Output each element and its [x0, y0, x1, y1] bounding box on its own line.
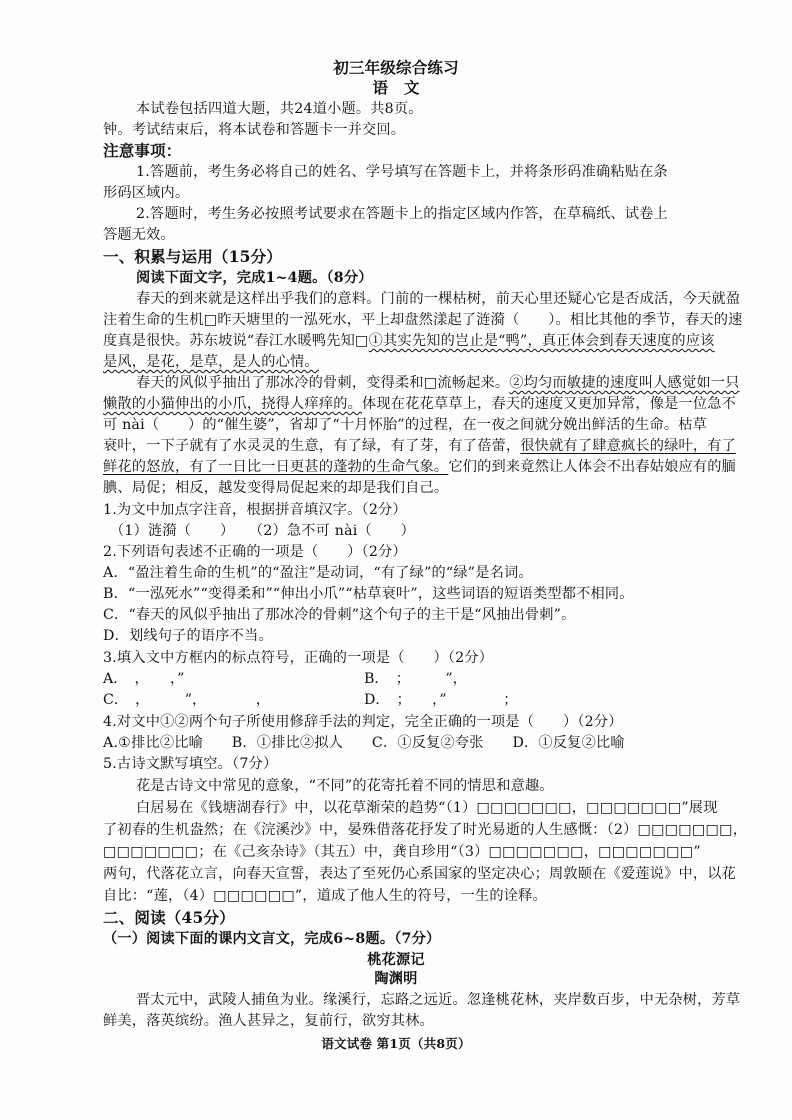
question-3: 3.填入文中方框内的标点符号，正确的一项是（ ）（2分）: [103, 650, 494, 666]
section1-heading: 一、积累与运用（15分）: [103, 247, 282, 266]
notice-heading: 注意事项：: [103, 141, 182, 160]
subject-title: 语 文: [372, 78, 420, 97]
wavy-sentence-1-cont: 是风，是花，是草，是人的心情。: [103, 354, 319, 370]
question-1: 1.为文中加点字注音，根据拼音填汉字。（2分）: [103, 502, 407, 518]
notice-line-3: 2.答题时，考生务必按照考试要求在答题卡上的指定区域内作答，在草稿纸、试卷上: [136, 206, 668, 222]
passage-p2-line-4: [103, 436, 736, 456]
notice-line-1: 1.答题前，考生务必将自己的姓名、学号填写在答题卡上，并将条形码准确粘贴在条: [136, 164, 668, 180]
question-5: 5.古诗文默写填空。（7分）: [103, 756, 278, 772]
passage-p1-line-4: [103, 352, 319, 372]
passage-p2-line-2: [103, 394, 736, 414]
question-5-line-5: 自比：“莲，（4）□□□□□□”，道成了他人生的符号，一生的诠释。: [103, 888, 547, 904]
underlined-sentence-cont: 鲜花的怒放，有了一日比一日更甚的蓬勃的生命气象。: [103, 459, 449, 475]
wavy-sentence-2: ②均匀而敏捷的速度叫人感觉如一只: [509, 375, 740, 391]
passage-p2-line-5: [103, 457, 736, 477]
question-2-option-d: D．划线句子的语序不当。: [103, 628, 273, 644]
question-4-options: A.①排比②比喻 B．①排比②拟人 C．①反复②夸张 D．①反复②比喻: [103, 735, 625, 751]
question-2-option-a: A．“盈注着生命的生机”的“盈注”是动词，“有了绿”的“绿”是名词。: [103, 565, 533, 581]
question-3-option-a: A． ， ，”: [103, 671, 185, 687]
passage-text: 度真是很快。苏东坡说“春江水暖鸭先知□: [103, 333, 369, 349]
passage-p2-line-6: 腆、局促；相反，越发变得局促起来的却是我们自己。: [103, 480, 449, 496]
intro-line-2: 钟。考试结束后，将本试卷和答题卡一并交回。: [103, 122, 406, 138]
question-3-option-b: B． ； ”，: [364, 671, 467, 687]
exam-title: 初三年级综合练习: [333, 58, 459, 77]
intro-line-1: 本试卷包括四道大题，共24道小题。共8页。: [136, 101, 423, 117]
question-5-intro: 花是古诗文中常见的意象，“不同”的花寄托着不同的情思和意趣。: [136, 778, 554, 794]
wavy-sentence-2-cont: 懒散的小猫伸出的小爪，挠得人痒痒的。: [103, 396, 362, 412]
question-2: 2.下列语句表述不正确的一项是（ ）（2分）: [103, 544, 407, 560]
passage-text: 衰叶，一下子就有了水灵灵的生意，有了绿，有了芽，有了蓓蕾，: [103, 438, 521, 454]
passage-text: 它们的到来竟然让人体会不出春姑娘应有的腼: [448, 459, 737, 475]
question-5-line-1: 白居易在《钱塘湖春行》中，以花草渐荣的趋势“（1）□□□□□□□，□□□□□□□”展现: [136, 800, 718, 816]
question-1-blanks: （1）涟漪（ ） （2）急不可 nài（ ）: [110, 523, 416, 539]
question-2-option-b: B．“一泓死水”“变得柔和”“伸出小爪”“枯草衰叶”，这些词语的短语类型都不相同。: [103, 586, 634, 602]
question-3-option-c: C． ， ”， ，: [103, 692, 271, 708]
passage-p2-line-1: [136, 373, 740, 393]
wavy-sentence-1: ①其实先知的岂止是“鸭”，真正体会到春天速度的应该: [368, 333, 715, 349]
passage-text: 春天的风似乎抽出了那冰冷的骨刺，变得柔和□流畅起来。: [136, 375, 510, 391]
passage-p2-line-3: 可 nài（ ）的“催生婆”，省却了“十月怀胎”的过程，在一夜之间就分娩出鲜活的生命。枯草: [103, 417, 707, 433]
question-5-line-3: □□□□□□□；在《己亥杂诗》（其五）中，龚自珍用“（3）□□□□□□□，□□□□□□□”: [103, 844, 701, 860]
classical-text-line-2: 鲜美，落英缤纷。渔人甚异之，复前行，欲穷其林。: [103, 1013, 434, 1029]
question-2-option-c: C．“春天的风似乎抽出了那冰冷的骨刺”这个句子的主干是“风抽出骨刺”。: [103, 607, 576, 623]
question-4: 4.对文中①②两个句子所使用修辞手法的判定，完全正确的一项是（ ）（2分）: [103, 714, 623, 730]
reading-instruction: 阅读下面文字，完成1~4题。（8分）: [136, 270, 373, 286]
section2-heading: 二、阅读（45分）: [103, 908, 235, 927]
notice-line-4: 答题无效。: [103, 227, 175, 243]
passage-p1-line-2: 注着生命的生机□昨天塘里的一泓死水，平上却盘然漾起了涟漪（ ）。相比其他的季节，春天的速: [103, 312, 743, 328]
classical-text-line-1: 晋太元中，武陵人捕鱼为业。缘溪行，忘路之远近。忽逢桃花林，夹岸数百步，中无杂树，芳草: [136, 992, 741, 1008]
poem-author: 陶渊明: [374, 971, 418, 987]
question-5-line-2: 了初春的生机盎然；在《浣溪沙》中，晏殊借落花抒发了时光易逝的人生感慨：（2）□□□□□□□，: [103, 822, 748, 838]
poem-title: 桃花源记: [367, 952, 425, 968]
notice-line-2: 形码区域内。: [103, 185, 190, 201]
section2-subheading: （一）阅读下面的课内文言文，完成6~8题。（7分）: [103, 931, 441, 947]
underlined-sentence: 很快就有了肆意疯长的绿叶，有了: [520, 438, 737, 454]
passage-text: 体现在花花草草上，春天的速度又更加异常，像是一位急不: [361, 396, 737, 412]
passage-p1-line-1: 春天的到来就是这样出乎我们的意料。门前的一棵枯树，前天心里还疑心它是否成活，今天就盈: [136, 291, 741, 307]
passage-p1-line-3: [103, 331, 714, 351]
page-footer: 语文试卷 第1页（共8页）: [321, 1036, 471, 1051]
question-5-line-4: 两句，代落花立言，向春天宣誓，表达了至死仍心系国家的坚定决心；周敦颐在《爱莲说》中，以花: [103, 866, 737, 882]
question-3-option-d: D． ； ，” ；: [364, 692, 518, 708]
